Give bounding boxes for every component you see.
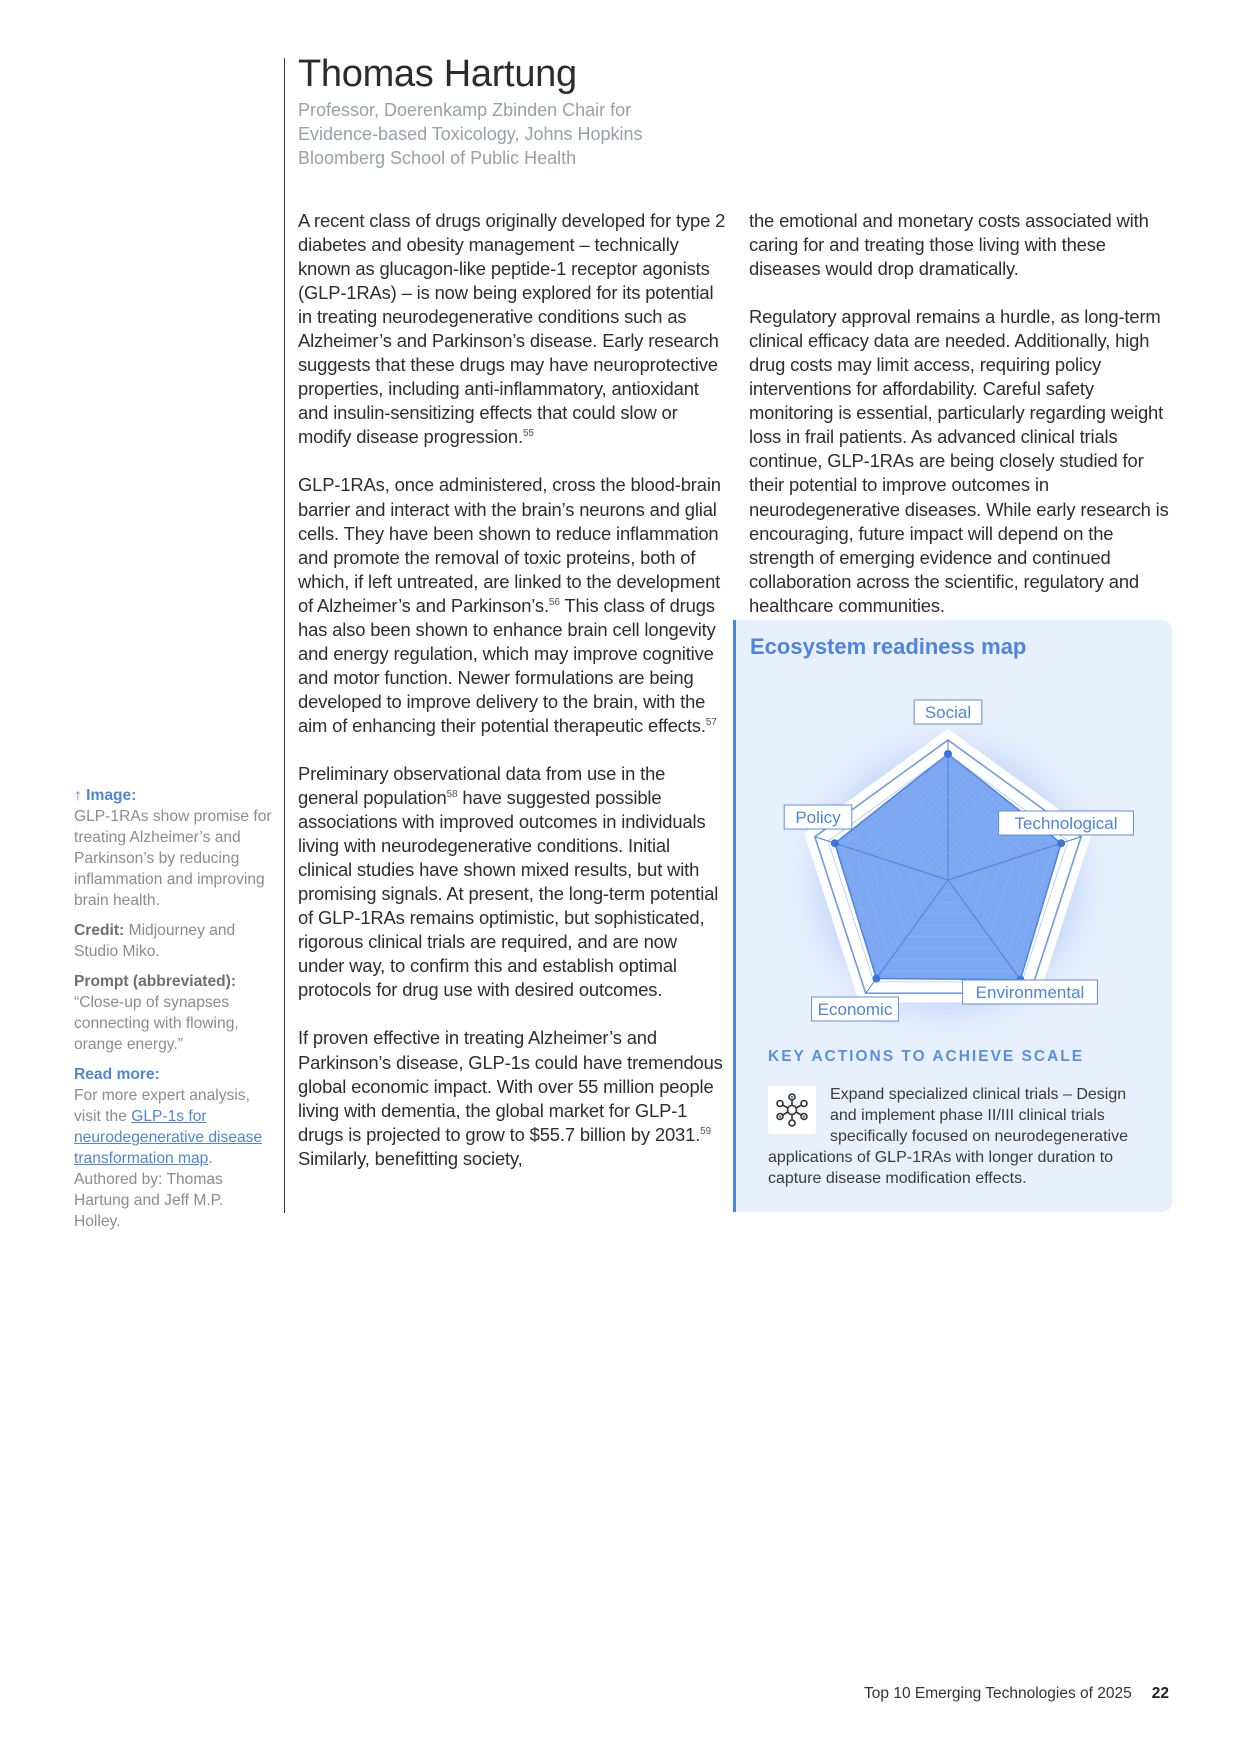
- radar-category-label: Environmental: [975, 983, 1085, 1002]
- credit-label: Credit:: [74, 922, 125, 939]
- image-caption: [74, 785, 274, 911]
- paragraph-4-text-a: If proven effective in treating Alzheimer’s and Parkinson’s disease, GLP-1s could have tremendous global economic impact. With over 55 million people living with dementia, the global market for GLP-1 drugs is projected to grow to $55.7 billion by 2031.: [298, 1027, 723, 1145]
- column-divider-rule: [284, 58, 285, 1213]
- body-column-right: [749, 209, 1179, 618]
- page-footer: [864, 1685, 1169, 1703]
- radar-category-label: Technological: [1014, 814, 1118, 833]
- read-more: [74, 1064, 274, 1232]
- radar-data-point: [1057, 839, 1065, 847]
- image-label: ↑ Image:: [74, 787, 137, 804]
- prompt: [74, 971, 274, 1055]
- credit-text: Midjourney and Studio Miko.: [74, 922, 236, 960]
- paragraph-3-text-a: Preliminary observational data from use in the general population: [298, 762, 666, 809]
- radar-data-point: [872, 975, 880, 983]
- paragraph-4-text-b: Similarly, benefitting society,: [298, 1147, 523, 1169]
- radar-data-point: [944, 750, 952, 758]
- key-action-text: Expand specialized clinical trials – Design and implement phase II/III clinical trials specifically focused on neurodegenerative applications of GLP-1RAs with longer duration to capture disease modification effects.: [768, 1086, 1128, 1187]
- footer-title: Top 10 Emerging Technologies of 2025: [864, 1685, 1132, 1702]
- radar-category-label: Policy: [795, 808, 841, 827]
- footnote-ref: 57: [705, 716, 717, 728]
- footnote-ref: 56: [548, 596, 560, 608]
- paragraph-2: [298, 473, 728, 738]
- ecosystem-radar-chart: [736, 670, 1172, 1040]
- paragraph-4: [298, 1026, 728, 1170]
- prompt-label: Prompt (abbreviated):: [74, 973, 237, 990]
- radar-data-point: [831, 839, 839, 847]
- paragraph-3-text-b: have suggested possible associations with improved outcomes in individuals living with neurodegenerative conditions. Initial clinical studies have shown mixed results, but with promising signals. At present, the long-term potential of GLP-1RAs remains optimistic, but sophisticated, rigorous clinical trials are required, and are now under way, to confirm this and establish optimal protocols for drug use with desired outcomes.: [298, 787, 719, 1001]
- footnote-ref: 55: [522, 428, 534, 440]
- paragraph-6: Regulatory approval remains a hurdle, as long-term clinical efficacy data are needed. Additionally, high drug costs may limit access, requiring policy interventions for affordability. Careful safety monitoring is essential, particularly regarding weight loss in frail patients. As advanced clinical trials continue, GLP-1RAs are being closely studied for their potential to improve outcomes in neurodegenerative diseases. While early research is encouraging, future impact will depend on the strength of emerging evidence and continued collaboration across the scientific, regulatory and healthcare communities.: [749, 306, 1169, 616]
- ecosystem-readiness-card: [733, 620, 1172, 1212]
- image-caption-text: GLP-1RAs show promise for treating Alzheimer’s and Parkinson’s by reducing inflammation and improving brain health.: [74, 808, 272, 909]
- paragraph-2-text-b: This class of drugs has also been shown to enhance brain cell longevity and energy regulation, which may improve cognitive and motor function. Newer formulations are being developed to improve delivery to the brain, with the aim of enhancing their potential therapeutic effects.: [298, 594, 716, 736]
- page-number: 22: [1151, 1685, 1169, 1702]
- card-title: Ecosystem readiness map: [750, 634, 1027, 659]
- paragraph-2-text-a: GLP-1RAs, once administered, cross the blood-brain barrier and interact with the brain’s neurons and glial cells. They have been shown to reduce inflammation and promote the removal of toxic proteins, both of which, if left untreated, are linked to the development of Alzheimer’s and Parkinson’s.: [298, 474, 721, 616]
- key-actions-heading: KEY ACTIONS TO ACHIEVE SCALE: [768, 1048, 1085, 1065]
- paragraph-1: [298, 209, 728, 449]
- read-more-label: Read more:: [74, 1066, 160, 1083]
- radar-category-label: Social: [924, 703, 972, 722]
- author-header: [298, 52, 718, 170]
- paragraph-5: the emotional and monetary costs associated with caring for and treating those living with these diseases would drop dramatically.: [749, 210, 1149, 280]
- author-role: Professor, Doerenkamp Zbinden Chair for Evidence-based Toxicology, Johns Hopkins Bloomberg School of Public Health: [298, 100, 643, 168]
- paragraph-1-text: A recent class of drugs originally developed for type 2 diabetes and obesity management – technically known as glucagon-like peptide-1 receptor agonists (GLP-1RAs) – is now being explored for its potential in treating neurodegenerative conditions such as Alzheimer’s and Parkinson’s disease. Early research suggests that these drugs may have neuroprotective properties, including anti-inflammatory, antioxidant and insulin-sensitizing effects that could slow or modify disease progression.: [298, 210, 726, 448]
- body-column-left: [298, 209, 728, 1171]
- footnote-ref: 59: [700, 1125, 711, 1137]
- transformation-map-link[interactable]: GLP-1s for neurodegenerative disease transformation map: [74, 1108, 263, 1167]
- author-name: Thomas Hartung: [298, 53, 577, 95]
- paragraph-3: [298, 762, 728, 1002]
- prompt-text: “Close-up of synapses connecting with flowing, orange energy.”: [74, 994, 239, 1053]
- footnote-ref: 58: [446, 788, 458, 800]
- read-more-authors: . Authored by: Thomas Hartung and Jeff M.P. Holley.: [74, 1150, 224, 1230]
- credit: [74, 920, 274, 962]
- radar-category-label: Economic: [817, 1000, 893, 1019]
- network-molecule-icon: [768, 1086, 816, 1134]
- image-caption-sidebar: [74, 785, 274, 1241]
- read-more-text: For more expert analysis, visit the: [74, 1087, 250, 1125]
- key-action-item: [768, 1084, 1138, 1189]
